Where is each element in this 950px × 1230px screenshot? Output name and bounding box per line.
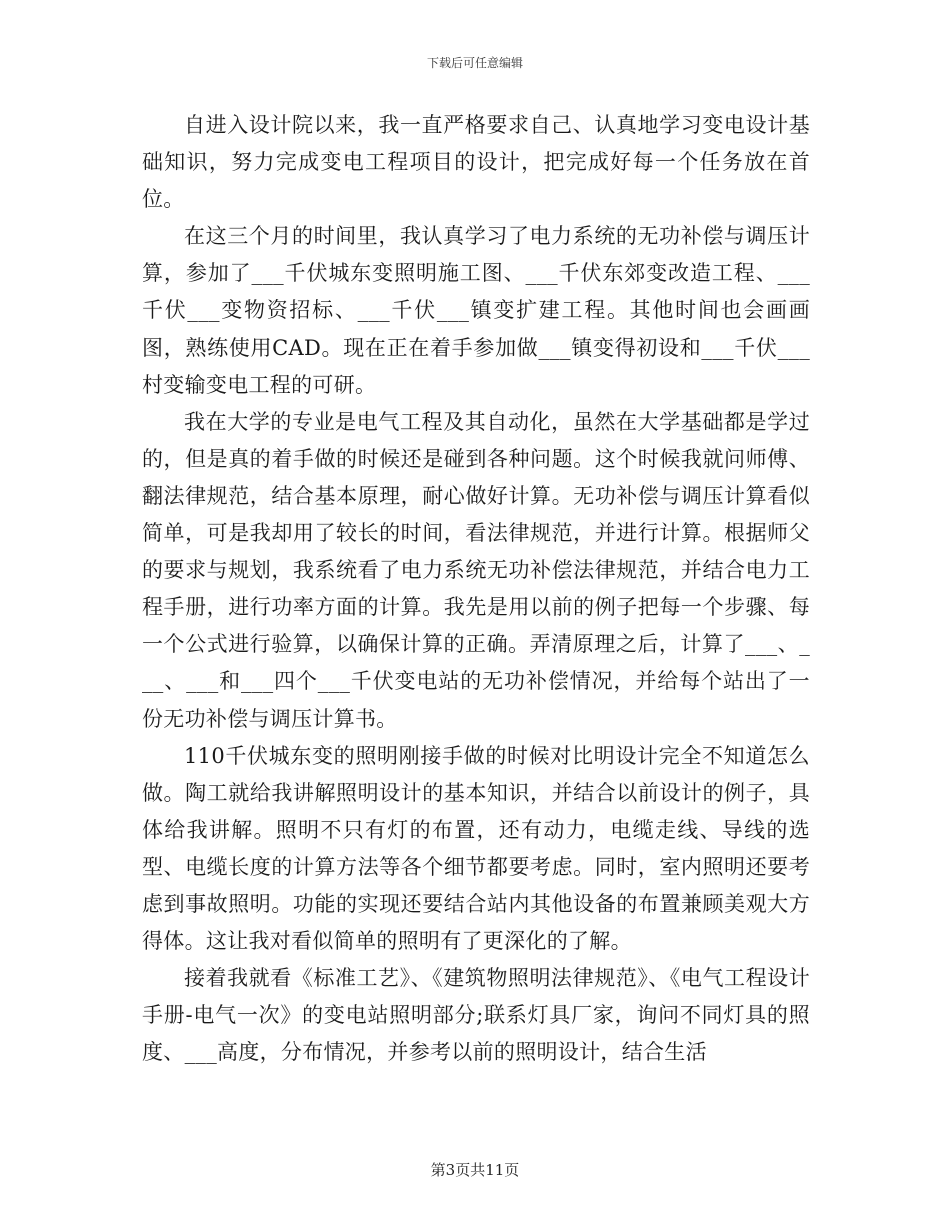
body-paragraph-1: 自进入设计院以来，我一直严格要求自己、认真地学习变电设计基础知识，努力完成变电工程项目的设计，把完成好每一个任务放在首位。 [142,113,810,212]
page-header-note: 下载后可任意编辑 [426,56,523,70]
body-paragraph-2: 在这三个月的时间里，我认真学习了电力系统的无功补偿与调压计算，参加了___千伏城东变照明施工图、___千伏东郊变改造工程、___千伏___变物资招标、___千伏___镇变扩建工程。其他时间也会画画图，熟练使用CAD。现在正在着手参加做___镇变得初设和___千伏___村变输变电工程的可研。 [142,224,810,397]
body-paragraph-4: 110千伏城东变的照明刚接手做的时候对比明设计完全不知道怎么做。陶工就给我讲解照明设计的基本知识，并结合以前设计的例子，具体给我讲解。照明不只有灯的布置，还有动力，电缆走线、导线的选型、电缆长度的计算方法等各个细节都要考虑。同时，室内照明还要考虑到事故照明。功能的实现还要结合站内其他设备的布置兼顾美观大方得体。这让我对看似简单的照明有了更深化的了解。 [142,743,810,954]
body-paragraph-5: 接着我就看《标准工艺》、《建筑物照明法律规范》、《电气工程设计手册-电气一次》的变电站照明部分;联系灯具厂家，询问不同灯具的照度、___高度，分布情况，并参考以前的照明设计，结合生活 [142,966,810,1065]
page-number-footer: 第3页共11页 [430,1161,520,1179]
body-paragraph-3: 我在大学的专业是电气工程及其自动化，虽然在大学基础都是学过的，但是真的着手做的时候还是碰到各种问题。这个时候我就问师傅、翻法律规范，结合基本原理，耐心做好计算。无功补偿与调压计算看似简单，可是我却用了较长的时间，看法律规范，并进行计算。根据师父的要求与规划，我系统看了电力系统无功补偿法律规范，并结合电力工程手册，进行功率方面的计算。我先是用以前的例子把每一个步骤、每一个公式进行验算，以确保计算的正确。弄清原理之后，计算了___、___、___和___四个___千伏变电站的无功补偿情况，并给每个站出了一份无功补偿与调压计算书。 [142,409,810,731]
document-body [142,107,810,1071]
